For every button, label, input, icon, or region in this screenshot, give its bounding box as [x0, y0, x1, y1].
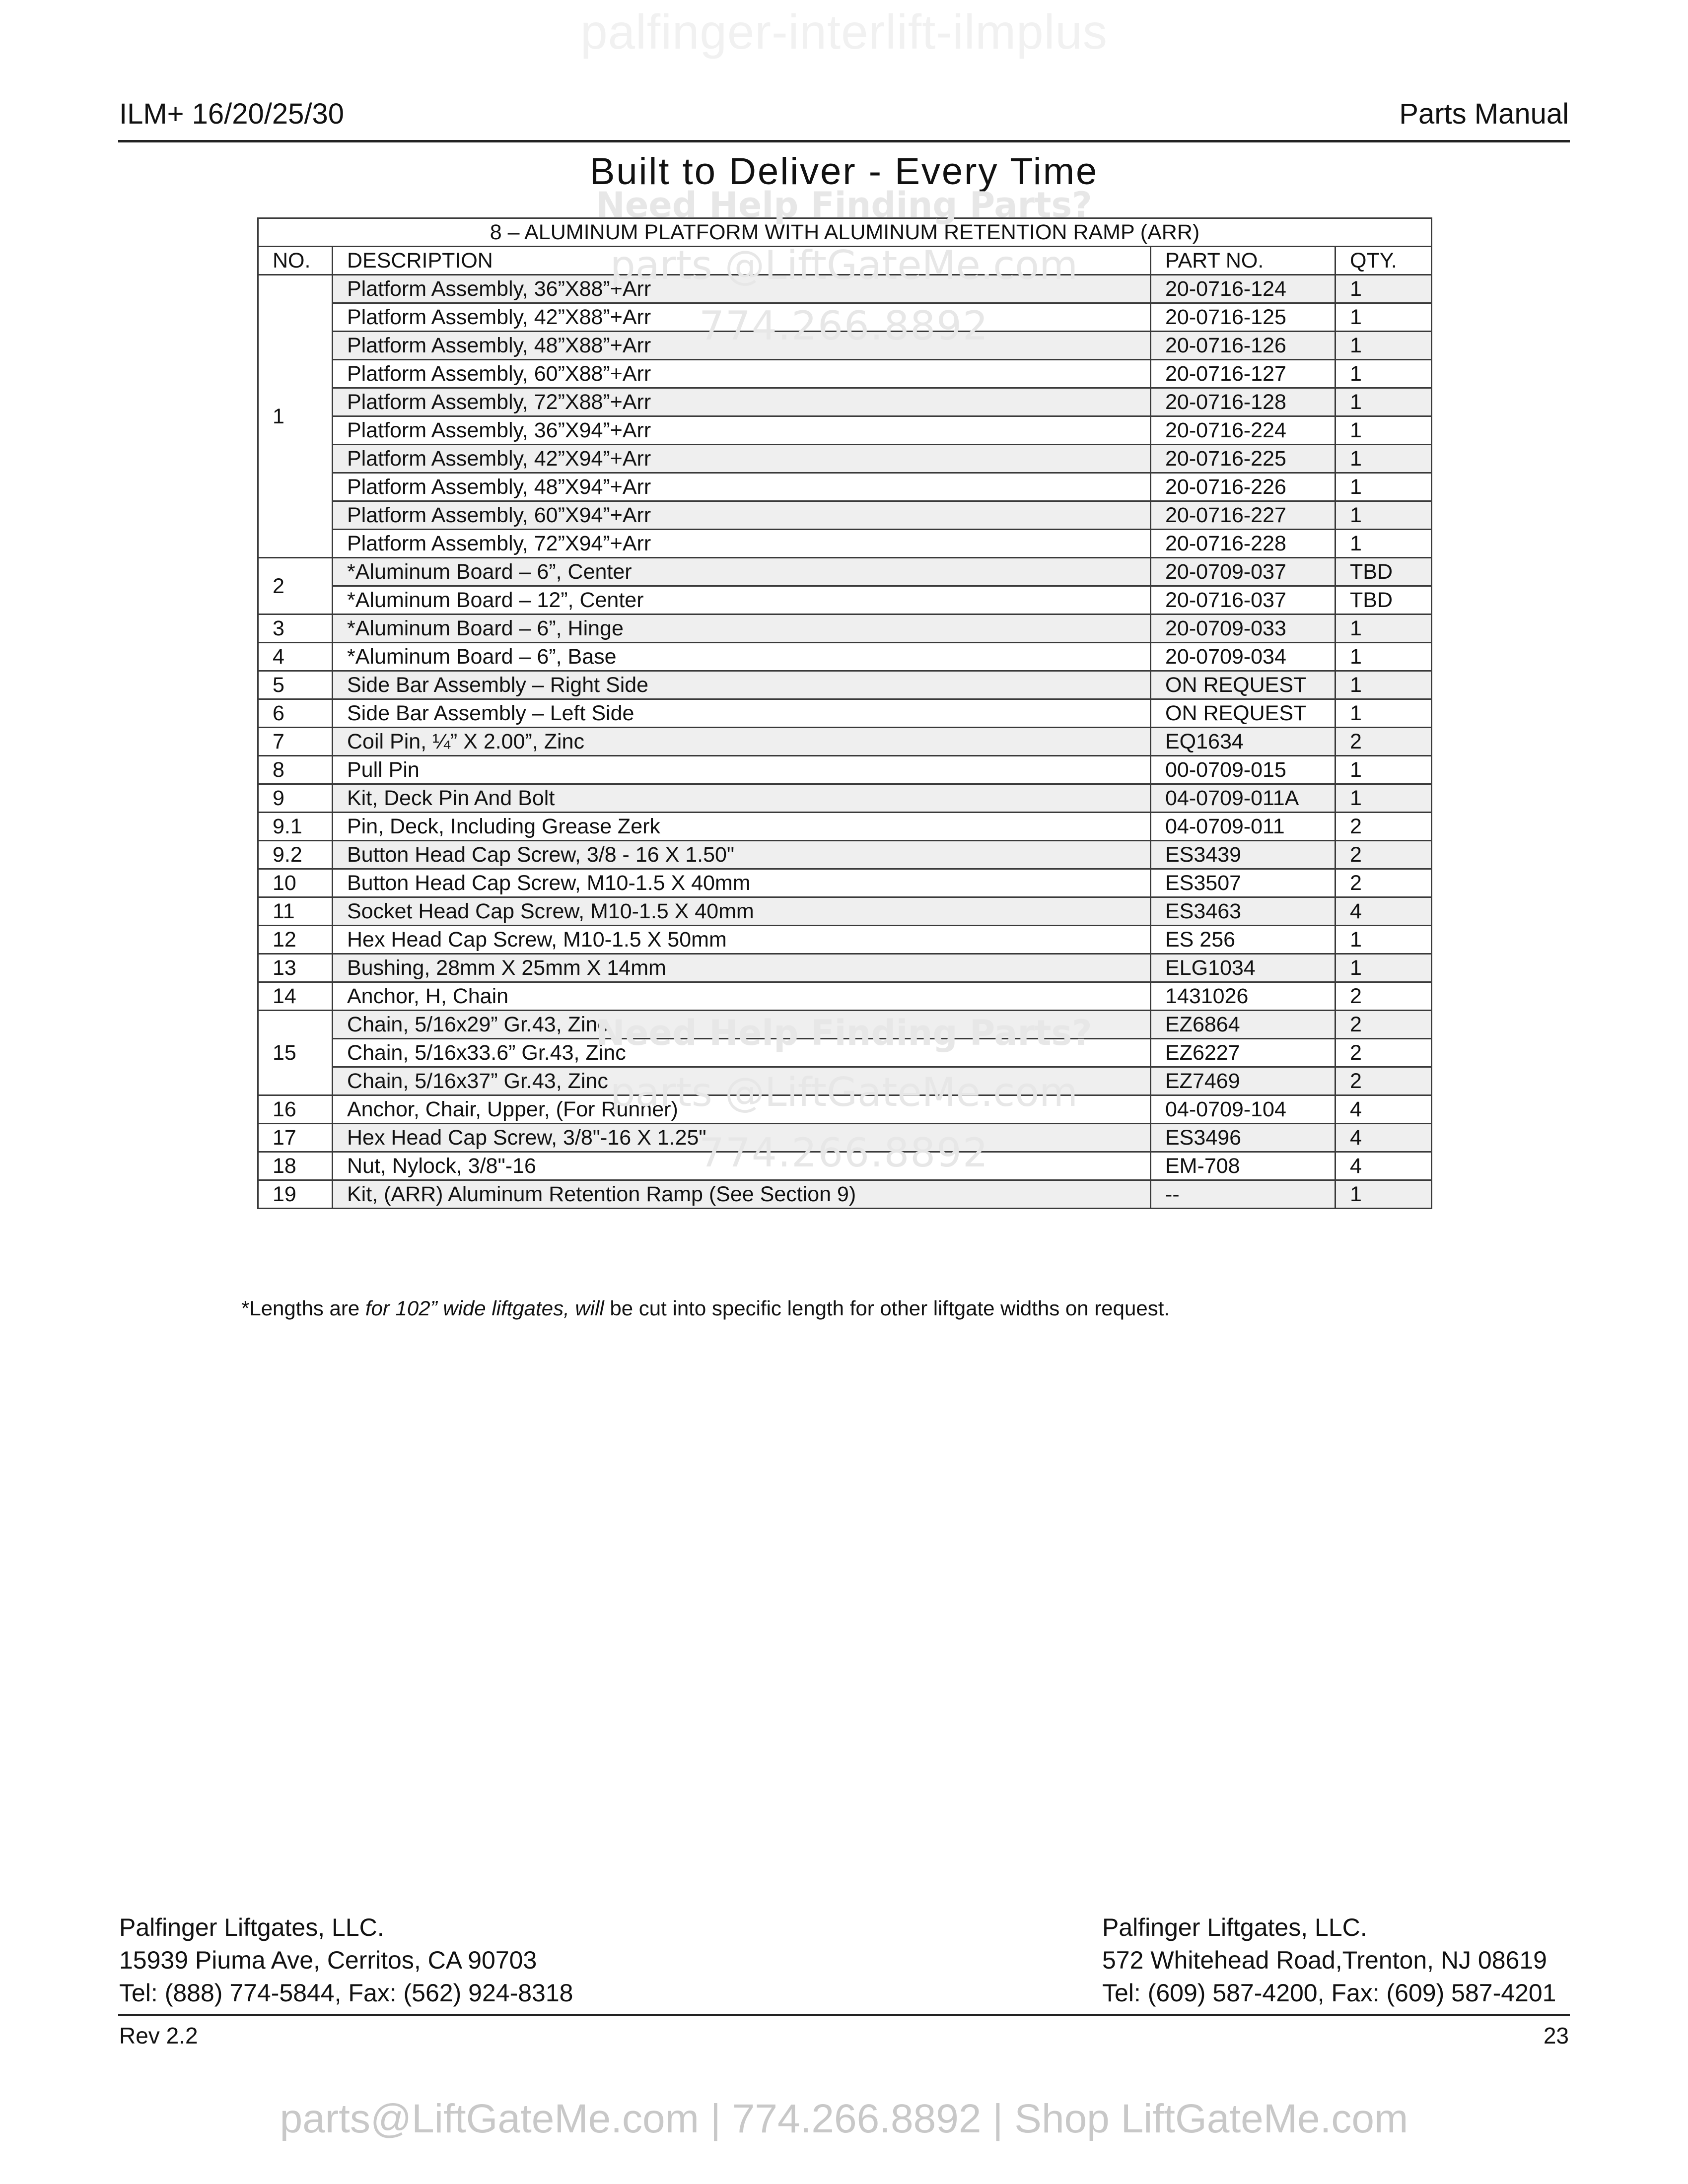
- table-row: [258, 558, 1432, 586]
- east-street: 572 Whitehead Road,Trenton, NJ 08619: [1102, 1946, 1547, 1974]
- cell-description: Chain, 5/16x33.6” Gr.43, Zinc: [333, 1039, 1151, 1067]
- cell-part-no: ES3439: [1151, 841, 1336, 869]
- cell-description: Pull Pin: [333, 756, 1151, 784]
- cell-item-no: 15: [258, 1011, 333, 1095]
- table-title: 8 – ALUMINUM PLATFORM WITH ALUMINUM RETENTION RAMP (ARR): [258, 218, 1432, 247]
- cell-part-no: ES 256: [1151, 926, 1336, 954]
- column-header-qty: QTY.: [1336, 247, 1432, 275]
- cell-part-no: 20-0716-225: [1151, 445, 1336, 473]
- cell-part-no: 20-0716-226: [1151, 473, 1336, 501]
- watermark-email-lower: parts @LiftGateMe.com: [610, 1069, 1078, 1115]
- cell-part-no: ES3463: [1151, 897, 1336, 926]
- cell-part-no: ON REQUEST: [1151, 699, 1336, 728]
- west-phone: Tel: (888) 774-5844, Fax: (562) 924-8318: [119, 1979, 573, 2007]
- cell-description: *Aluminum Board – 6”, Center: [333, 558, 1151, 586]
- table-row: [258, 784, 1432, 813]
- cell-qty: 1: [1336, 332, 1432, 360]
- cell-part-no: ON REQUEST: [1151, 671, 1336, 699]
- cell-description: Anchor, H, Chain: [333, 982, 1151, 1011]
- cell-description: Chain, 5/16x29” Gr.43, Zinc: [333, 1011, 1151, 1039]
- cell-item-no: 7: [258, 728, 333, 756]
- cell-part-no: 20-0716-125: [1151, 303, 1336, 332]
- watermark-help-heading-lower: Need Help Finding Parts?: [596, 1013, 1092, 1053]
- cell-qty: 1: [1336, 614, 1432, 643]
- table-row: [258, 728, 1432, 756]
- cell-part-no: 20-0716-124: [1151, 275, 1336, 303]
- cell-part-no: 04-0709-011: [1151, 813, 1336, 841]
- cell-description: Button Head Cap Screw, 3/8 - 16 X 1.50": [333, 841, 1151, 869]
- cell-description: Platform Assembly, 42”X94”+Arr: [333, 445, 1151, 473]
- watermark-phone-lower: 774.266.8892: [699, 1130, 989, 1176]
- address-east: [1102, 1911, 1556, 2009]
- cell-qty: 1: [1336, 303, 1432, 332]
- cell-item-no: 9.2: [258, 841, 333, 869]
- cell-qty: TBD: [1336, 558, 1432, 586]
- cell-item-no: 5: [258, 671, 333, 699]
- table-row: [258, 388, 1432, 416]
- footnote: [241, 1297, 1170, 1320]
- cell-item-no: 3: [258, 614, 333, 643]
- cell-qty: 1: [1336, 756, 1432, 784]
- cell-description: Chain, 5/16x37” Gr.43, Zinc: [333, 1067, 1151, 1095]
- table-row: [258, 813, 1432, 841]
- cell-description: *Aluminum Board – 12”, Center: [333, 586, 1151, 614]
- footnote-suffix: be cut into specific length for other liftgate widths on request.: [604, 1297, 1170, 1320]
- cell-item-no: 14: [258, 982, 333, 1011]
- cell-item-no: 4: [258, 643, 333, 671]
- cell-item-no: 6: [258, 699, 333, 728]
- contact-banner[interactable]: parts@LiftGateMe.com | 774.266.8892 | Shop LiftGateMe.com: [280, 2096, 1408, 2141]
- table-row: [258, 926, 1432, 954]
- cell-part-no: 20-0716-227: [1151, 501, 1336, 530]
- watermark-email: parts @LiftGateMe.com: [610, 242, 1078, 288]
- page-title: Built to Deliver - Every Time: [589, 150, 1099, 193]
- footnote-italic: for 102” wide liftgates, will: [365, 1297, 604, 1320]
- cell-qty: 4: [1336, 897, 1432, 926]
- cell-part-no: ES3496: [1151, 1124, 1336, 1152]
- table-row: [258, 643, 1432, 671]
- cell-qty: 1: [1336, 784, 1432, 813]
- cell-description: Coil Pin, ¼” X 2.00”, Zinc: [333, 728, 1151, 756]
- cell-description: Kit, (ARR) Aluminum Retention Ramp (See Section 9): [333, 1180, 1151, 1209]
- watermark-phone: 774.266.8892: [699, 303, 989, 349]
- page-number: 23: [1543, 2023, 1569, 2048]
- cell-description: Kit, Deck Pin And Bolt: [333, 784, 1151, 813]
- cell-qty: 2: [1336, 728, 1432, 756]
- header-manual-title: Parts Manual: [1399, 98, 1569, 130]
- column-header-description: DESCRIPTION: [333, 247, 1151, 275]
- table-row: [258, 360, 1432, 388]
- cell-qty: 4: [1336, 1124, 1432, 1152]
- cell-part-no: EZ6864: [1151, 1011, 1336, 1039]
- cell-description: Nut, Nylock, 3/8"-16: [333, 1152, 1151, 1180]
- cell-item-no: 9.1: [258, 813, 333, 841]
- cell-part-no: 20-0716-224: [1151, 416, 1336, 445]
- table-row: [258, 445, 1432, 473]
- cell-qty: 1: [1336, 445, 1432, 473]
- cell-item-no: 18: [258, 1152, 333, 1180]
- cell-part-no: EM-708: [1151, 1152, 1336, 1180]
- cell-part-no: 20-0716-128: [1151, 388, 1336, 416]
- cell-part-no: 1431026: [1151, 982, 1336, 1011]
- table-row: [258, 1180, 1432, 1209]
- parts-table: [257, 217, 1432, 1209]
- cell-item-no: 13: [258, 954, 333, 982]
- cell-description: Button Head Cap Screw, M10-1.5 X 40mm: [333, 869, 1151, 897]
- cell-qty: 1: [1336, 416, 1432, 445]
- cell-description: Anchor, Chair, Upper, (For Runner): [333, 1095, 1151, 1124]
- cell-qty: 4: [1336, 1095, 1432, 1124]
- cell-qty: 2: [1336, 1039, 1432, 1067]
- cell-qty: 2: [1336, 1011, 1432, 1039]
- cell-item-no: 16: [258, 1095, 333, 1124]
- top-watermark: palfinger-interlift-ilmplus: [580, 4, 1108, 59]
- cell-part-no: ELG1034: [1151, 954, 1336, 982]
- cell-description: Platform Assembly, 48”X88”+Arr: [333, 332, 1151, 360]
- cell-part-no: 04-0709-104: [1151, 1095, 1336, 1124]
- cell-description: Platform Assembly, 60”X94”+Arr: [333, 501, 1151, 530]
- table-row: [258, 982, 1432, 1011]
- footer-rule: [118, 2014, 1570, 2016]
- cell-qty: 4: [1336, 1152, 1432, 1180]
- cell-part-no: 20-0716-037: [1151, 586, 1336, 614]
- cell-description: *Aluminum Board – 6”, Base: [333, 643, 1151, 671]
- cell-qty: 1: [1336, 530, 1432, 558]
- cell-part-no: 20-0709-037: [1151, 558, 1336, 586]
- cell-item-no: 17: [258, 1124, 333, 1152]
- cell-description: Hex Head Cap Screw, 3/8"-16 X 1.25": [333, 1124, 1151, 1152]
- cell-description: Side Bar Assembly – Right Side: [333, 671, 1151, 699]
- cell-qty: 1: [1336, 699, 1432, 728]
- cell-qty: 2: [1336, 1067, 1432, 1095]
- cell-qty: 1: [1336, 954, 1432, 982]
- cell-item-no: 1: [258, 275, 333, 558]
- cell-description: Side Bar Assembly – Left Side: [333, 699, 1151, 728]
- cell-item-no: 19: [258, 1180, 333, 1209]
- watermark-help-heading: Need Help Finding Parts?: [596, 185, 1092, 225]
- cell-item-no: 11: [258, 897, 333, 926]
- cell-description: Platform Assembly, 60”X88”+Arr: [333, 360, 1151, 388]
- cell-description: Bushing, 28mm X 25mm X 14mm: [333, 954, 1151, 982]
- cell-description: *Aluminum Board – 6”, Hinge: [333, 614, 1151, 643]
- parts-table-body: [258, 275, 1432, 1209]
- cell-description: Socket Head Cap Screw, M10-1.5 X 40mm: [333, 897, 1151, 926]
- cell-qty: 2: [1336, 813, 1432, 841]
- cell-part-no: 20-0716-228: [1151, 530, 1336, 558]
- table-row: [258, 473, 1432, 501]
- west-street: 15939 Piuma Ave, Cerritos, CA 90703: [119, 1946, 537, 1974]
- cell-item-no: 8: [258, 756, 333, 784]
- table-row: [258, 699, 1432, 728]
- cell-item-no: 12: [258, 926, 333, 954]
- cell-description: Platform Assembly, 72”X88”+Arr: [333, 388, 1151, 416]
- cell-qty: 1: [1336, 643, 1432, 671]
- address-west: [119, 1911, 573, 2009]
- west-company: Palfinger Liftgates, LLC.: [119, 1913, 384, 1941]
- cell-part-no: ES3507: [1151, 869, 1336, 897]
- cell-qty: 2: [1336, 841, 1432, 869]
- column-header-part-no: PART NO.: [1151, 247, 1336, 275]
- cell-part-no: EQ1634: [1151, 728, 1336, 756]
- cell-qty: 2: [1336, 869, 1432, 897]
- table-row: [258, 869, 1432, 897]
- footnote-prefix: *Lengths are: [241, 1297, 365, 1320]
- cell-qty: TBD: [1336, 586, 1432, 614]
- table-row: [258, 897, 1432, 926]
- cell-qty: 1: [1336, 388, 1432, 416]
- east-phone: Tel: (609) 587-4200, Fax: (609) 587-4201: [1102, 1979, 1556, 2007]
- cell-qty: 1: [1336, 671, 1432, 699]
- cell-qty: 2: [1336, 982, 1432, 1011]
- table-row: [258, 756, 1432, 784]
- east-company: Palfinger Liftgates, LLC.: [1102, 1913, 1367, 1941]
- cell-item-no: 2: [258, 558, 333, 614]
- cell-qty: 1: [1336, 1180, 1432, 1209]
- cell-part-no: 20-0709-034: [1151, 643, 1336, 671]
- cell-item-no: 10: [258, 869, 333, 897]
- cell-qty: 1: [1336, 501, 1432, 530]
- table-row: [258, 416, 1432, 445]
- cell-part-no: 20-0716-127: [1151, 360, 1336, 388]
- cell-description: Platform Assembly, 48”X94”+Arr: [333, 473, 1151, 501]
- cell-qty: 1: [1336, 473, 1432, 501]
- cell-part-no: EZ6227: [1151, 1039, 1336, 1067]
- cell-part-no: EZ7469: [1151, 1067, 1336, 1095]
- table-row: [258, 530, 1432, 558]
- table-row: [258, 954, 1432, 982]
- cell-description: Platform Assembly, 36”X94”+Arr: [333, 416, 1151, 445]
- cell-description: Pin, Deck, Including Grease Zerk: [333, 813, 1151, 841]
- revision-label: Rev 2.2: [119, 2023, 198, 2048]
- table-row: [258, 841, 1432, 869]
- table-row: [258, 586, 1432, 614]
- cell-part-no: --: [1151, 1180, 1336, 1209]
- column-header-no: NO.: [258, 247, 333, 275]
- cell-part-no: 00-0709-015: [1151, 756, 1336, 784]
- cell-qty: 1: [1336, 360, 1432, 388]
- table-row: [258, 501, 1432, 530]
- cell-qty: 1: [1336, 926, 1432, 954]
- cell-qty: 1: [1336, 275, 1432, 303]
- table-row: [258, 614, 1432, 643]
- cell-part-no: 20-0716-126: [1151, 332, 1336, 360]
- header-model: ILM+ 16/20/25/30: [119, 98, 345, 130]
- cell-description: Platform Assembly, 36”X88”+Arr: [333, 275, 1151, 303]
- table-row: [258, 671, 1432, 699]
- cell-description: Platform Assembly, 42”X88”+Arr: [333, 303, 1151, 332]
- cell-description: Platform Assembly, 72”X94”+Arr: [333, 530, 1151, 558]
- cell-item-no: 9: [258, 784, 333, 813]
- cell-part-no: 20-0709-033: [1151, 614, 1336, 643]
- cell-description: Hex Head Cap Screw, M10-1.5 X 50mm: [333, 926, 1151, 954]
- cell-part-no: 04-0709-011A: [1151, 784, 1336, 813]
- header-rule: [118, 140, 1570, 142]
